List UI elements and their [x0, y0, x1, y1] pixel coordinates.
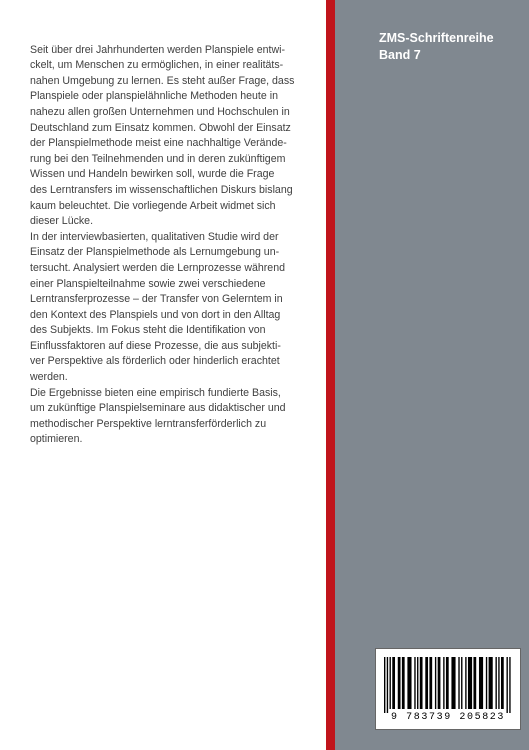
barcode-bar: [506, 657, 507, 713]
barcode-bar: [414, 657, 415, 709]
barcode-bar: [407, 657, 411, 709]
isbn-barcode: [375, 648, 521, 730]
barcode-bar: [443, 657, 444, 709]
barcode-bar: [390, 657, 391, 709]
series-name: ZMS-Schriftenreihe: [379, 31, 494, 45]
series-panel: [335, 0, 529, 750]
barcode-bar: [451, 657, 455, 709]
red-spine-stripe: [326, 0, 335, 750]
barcode-bar: [392, 657, 395, 709]
barcode-bar: [438, 657, 441, 709]
barcode-bar: [420, 657, 423, 709]
barcode-bar: [509, 657, 510, 713]
isbn-number: 9 783739 205823: [390, 712, 505, 723]
barcode-bar: [402, 657, 405, 709]
blurb-paragraph-1: Seit über drei Jahrhunderten werden Planspiele entwi- ckelt, um Menschen zu ermöglichen, in einer realitäts- nahen Umgebung zu lernen. Es steht außer Frage, dass Planspiele oder planspielähnliche Methoden heute in nahezu allen großen Unternehmen und Hochschulen in Deutschland zum Einsatz kommen. Obwohl der Einsatz der Planspielmethode meist eine nachhaltige Verände- rung bei den Teilnehmenden und in deren zukünftigem Wissen und Handeln bewirken soll, wurde die Frage des Lerntransfers im wissenschaftlichen Diskurs bislang kaum beleuchtet. Die vorliegende Arbeit widmet sich dieser Lücke.: [30, 43, 295, 228]
barcode-bar: [486, 657, 487, 709]
barcode-bar: [498, 657, 499, 709]
blurb-paragraph-2: In der interviewbasierten, qualitativen Studie wird der Einsatz der Planspielmethode als Lernumgebung un- tersucht. Analysiert werden die Lernprozesse während einer Planspielteilnahme sowie zwei verschiedene Lerntransferprozesse – der Transfer von Gelerntem in den Kontext des Planspiels und von dort in den Alltag des Subjekts. Im Fokus steht die Identifikation von Einflussfaktoren auf diese Prozesse, die aus subjekti- ver Perspektive als förderlich oder hinderlich erachtet werden.: [30, 230, 285, 384]
series-label: [379, 30, 494, 64]
blurb-paragraph-3: Die Ergebnisse bieten eine empirisch fundierte Basis, um zukünftige Planspielseminare aus didaktischer und methodischer Perspektive lerntransferförderlich zu optimieren.: [30, 386, 286, 446]
barcode-bar: [501, 657, 504, 709]
barcode-bar: [417, 657, 418, 709]
barcode-bar: [461, 657, 462, 709]
barcode-bar: [479, 657, 483, 709]
barcode-bar: [495, 657, 496, 709]
barcode-bar: [468, 657, 472, 709]
barcode-bar: [425, 657, 428, 709]
blurb-text: [30, 27, 318, 448]
barcode-bar: [384, 657, 385, 713]
barcode-bar: [398, 657, 401, 709]
barcode-bar: [458, 657, 459, 709]
barcode-bar: [435, 657, 436, 709]
barcode-bar: [429, 657, 432, 709]
barcode-bar: [473, 657, 476, 709]
barcode-bars-icon: [384, 657, 512, 713]
barcode-bar: [489, 657, 493, 709]
barcode-bar: [465, 657, 466, 709]
barcode-bar: [387, 657, 388, 713]
series-volume: Band 7: [379, 48, 421, 62]
barcode-bar: [446, 657, 449, 709]
